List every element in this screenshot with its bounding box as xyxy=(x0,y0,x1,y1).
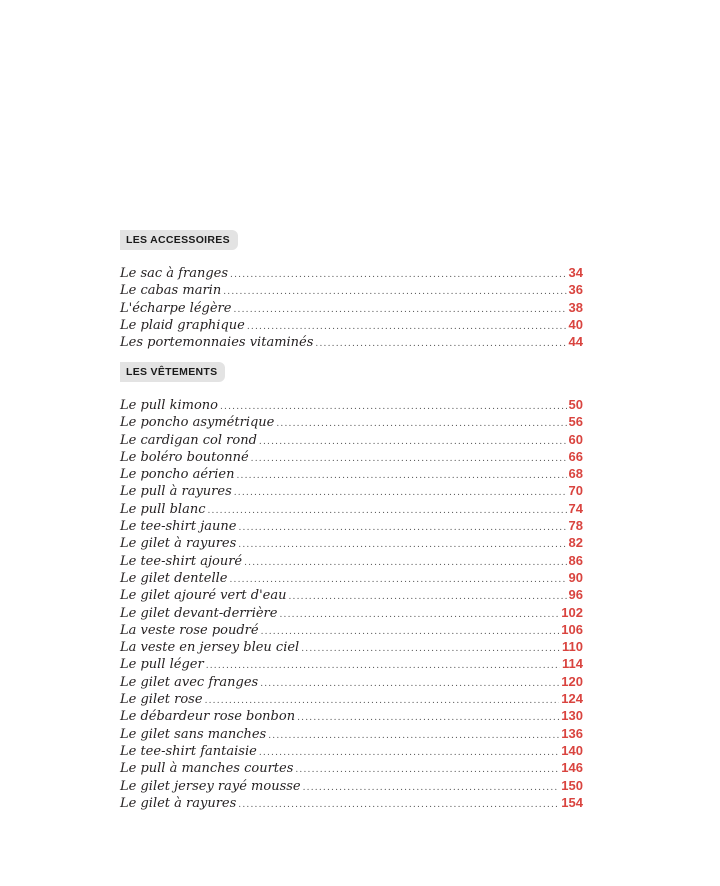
section-heading: LES VÊTEMENTS xyxy=(120,362,225,382)
toc-entry[interactable] xyxy=(120,655,583,672)
toc-entry-page: 86 xyxy=(568,552,583,568)
toc-entry[interactable] xyxy=(120,794,583,811)
dot-leader xyxy=(238,520,566,537)
dot-leader xyxy=(206,658,560,675)
toc-entry[interactable] xyxy=(120,281,583,298)
toc-entry[interactable] xyxy=(120,413,583,430)
toc-entry[interactable] xyxy=(120,299,583,316)
toc-entry[interactable] xyxy=(120,707,583,724)
section-heading: LES ACCESSOIRES xyxy=(120,230,238,250)
dot-leader xyxy=(230,267,567,284)
toc-entry[interactable] xyxy=(120,690,583,707)
dot-leader xyxy=(295,762,559,779)
toc-entry-title: Le poncho asymétrique xyxy=(120,415,275,431)
toc-entry-title: Le pull kimono xyxy=(120,398,218,413)
toc-entry-page: 146 xyxy=(561,760,583,776)
toc-entry-page: 154 xyxy=(561,794,583,810)
toc-entry-title: Le tee-shirt ajouré xyxy=(120,553,243,569)
toc-list xyxy=(120,264,583,350)
toc-entry-title: La veste en jersey bleu ciel xyxy=(120,640,300,656)
toc-entry-page: 110 xyxy=(562,639,583,655)
dot-leader xyxy=(238,537,566,554)
toc-entry-title: Le cabas marin xyxy=(120,283,222,299)
toc-entry-page: 74 xyxy=(568,500,583,516)
dot-leader xyxy=(244,555,566,572)
toc-entry-title: Le débardeur rose bonbon xyxy=(120,709,296,725)
dot-leader xyxy=(234,485,567,502)
toc-entry[interactable] xyxy=(120,448,583,465)
toc-entry-title: Le pull à rayures xyxy=(120,484,232,500)
toc-entry-page: 44 xyxy=(568,334,583,350)
toc-entry[interactable] xyxy=(120,465,583,482)
toc-entry-title: La veste rose poudré xyxy=(120,622,259,638)
dot-leader xyxy=(279,607,559,624)
toc-entry-title: Les portemonnaies vitaminés xyxy=(120,335,314,351)
dot-leader xyxy=(303,780,560,797)
section-accessoires xyxy=(120,228,583,350)
section-vetements xyxy=(120,360,583,811)
toc-entry-page: 136 xyxy=(561,725,583,741)
toc-entry-page: 120 xyxy=(561,673,583,689)
toc-entry[interactable] xyxy=(120,517,583,534)
toc-entry-page: 38 xyxy=(568,299,583,315)
toc-entry[interactable] xyxy=(120,759,583,776)
toc-entry[interactable] xyxy=(120,264,583,281)
toc-entry-page: 56 xyxy=(568,414,583,430)
toc-entry-title: Le gilet avec franges xyxy=(120,674,259,690)
toc-entry-page: 140 xyxy=(561,742,583,758)
toc-entry[interactable] xyxy=(120,673,583,690)
toc-entry[interactable] xyxy=(120,586,583,603)
toc-entry-page: 66 xyxy=(568,448,583,464)
toc-entry-title: Le gilet rose xyxy=(120,692,203,708)
toc-entry-title: Le pull à manches courtes xyxy=(120,761,294,777)
toc-entry[interactable] xyxy=(120,333,583,350)
dot-leader xyxy=(233,302,566,319)
toc-entry-page: 78 xyxy=(568,518,583,534)
toc-entry-title: Le pull léger xyxy=(120,657,204,673)
toc-entry-title: Le tee-shirt fantaisie xyxy=(120,743,257,759)
toc-entry-page: 114 xyxy=(562,656,583,672)
toc-entry-page: 70 xyxy=(568,483,583,499)
toc-entry-page: 68 xyxy=(568,466,583,482)
dot-leader xyxy=(259,745,559,762)
dot-leader xyxy=(289,589,567,606)
toc-entry-title: Le cardigan col rond xyxy=(120,432,257,448)
toc-entry-page: 106 xyxy=(561,621,583,637)
toc-entry-title: L'écharpe légère xyxy=(120,300,232,316)
toc-entry[interactable] xyxy=(120,569,583,586)
toc-entry-title: Le pull blanc xyxy=(120,501,206,517)
dot-leader xyxy=(297,710,559,727)
toc-entry[interactable] xyxy=(120,638,583,655)
toc-entry-title: Le gilet devant-derrière xyxy=(120,605,278,621)
toc-entry-page: 36 xyxy=(568,282,583,298)
toc-entry-page: 82 xyxy=(568,535,583,551)
toc-entry-title: Le poncho aérien xyxy=(120,467,235,483)
toc-entry-page: 130 xyxy=(561,708,583,724)
dot-leader xyxy=(260,676,559,693)
toc-entry-title: Le sac à franges xyxy=(120,266,229,281)
toc-entry[interactable] xyxy=(120,316,583,333)
dot-leader xyxy=(236,468,566,485)
toc-entry-title: Le gilet sans manches xyxy=(120,726,267,742)
toc-entry-page: 102 xyxy=(561,604,583,620)
dot-leader xyxy=(251,451,567,468)
dot-leader xyxy=(223,284,566,301)
toc-entry-title: Le boléro boutonné xyxy=(120,449,249,465)
toc-entry-title: Le gilet à rayures xyxy=(120,536,237,552)
toc-entry-title: Le gilet ajouré vert d'eau xyxy=(120,588,287,604)
toc-entry-title: Le gilet à rayures xyxy=(120,795,237,811)
toc-entry-title: Le gilet jersey rayé mousse xyxy=(120,778,301,794)
toc-entry[interactable] xyxy=(120,500,583,517)
dot-leader xyxy=(276,416,566,433)
toc-entry-page: 60 xyxy=(568,431,583,447)
dot-leader xyxy=(238,797,559,814)
toc-entry[interactable] xyxy=(120,534,583,551)
dot-leader xyxy=(268,728,559,745)
toc-entry-page: 150 xyxy=(561,777,583,793)
toc-entry[interactable] xyxy=(120,482,583,499)
toc-entry-page: 90 xyxy=(568,569,583,585)
toc-entry-title: Le gilet dentelle xyxy=(120,570,228,586)
dot-leader xyxy=(261,624,560,641)
dot-leader xyxy=(301,641,560,658)
dot-leader xyxy=(259,434,567,451)
toc-entry[interactable] xyxy=(120,742,583,759)
toc-entry-page: 40 xyxy=(568,316,583,332)
toc-entry-page: 96 xyxy=(568,587,583,603)
toc-entry[interactable] xyxy=(120,777,583,794)
toc-entry[interactable] xyxy=(120,396,583,413)
toc-entry-title: Le tee-shirt jaune xyxy=(120,519,237,535)
toc-entry[interactable] xyxy=(120,725,583,742)
toc-entry[interactable] xyxy=(120,552,583,569)
toc-entry[interactable] xyxy=(120,431,583,448)
dot-leader xyxy=(315,336,566,353)
toc-entry-page: 124 xyxy=(561,691,583,707)
toc-list xyxy=(120,396,583,811)
toc-entry-page: 50 xyxy=(568,397,583,412)
toc-entry-title: Le plaid graphique xyxy=(120,317,245,333)
toc-entry-page: 34 xyxy=(568,265,583,280)
toc-entry[interactable] xyxy=(120,621,583,638)
dot-leader xyxy=(207,503,566,520)
toc-entry[interactable] xyxy=(120,604,583,621)
